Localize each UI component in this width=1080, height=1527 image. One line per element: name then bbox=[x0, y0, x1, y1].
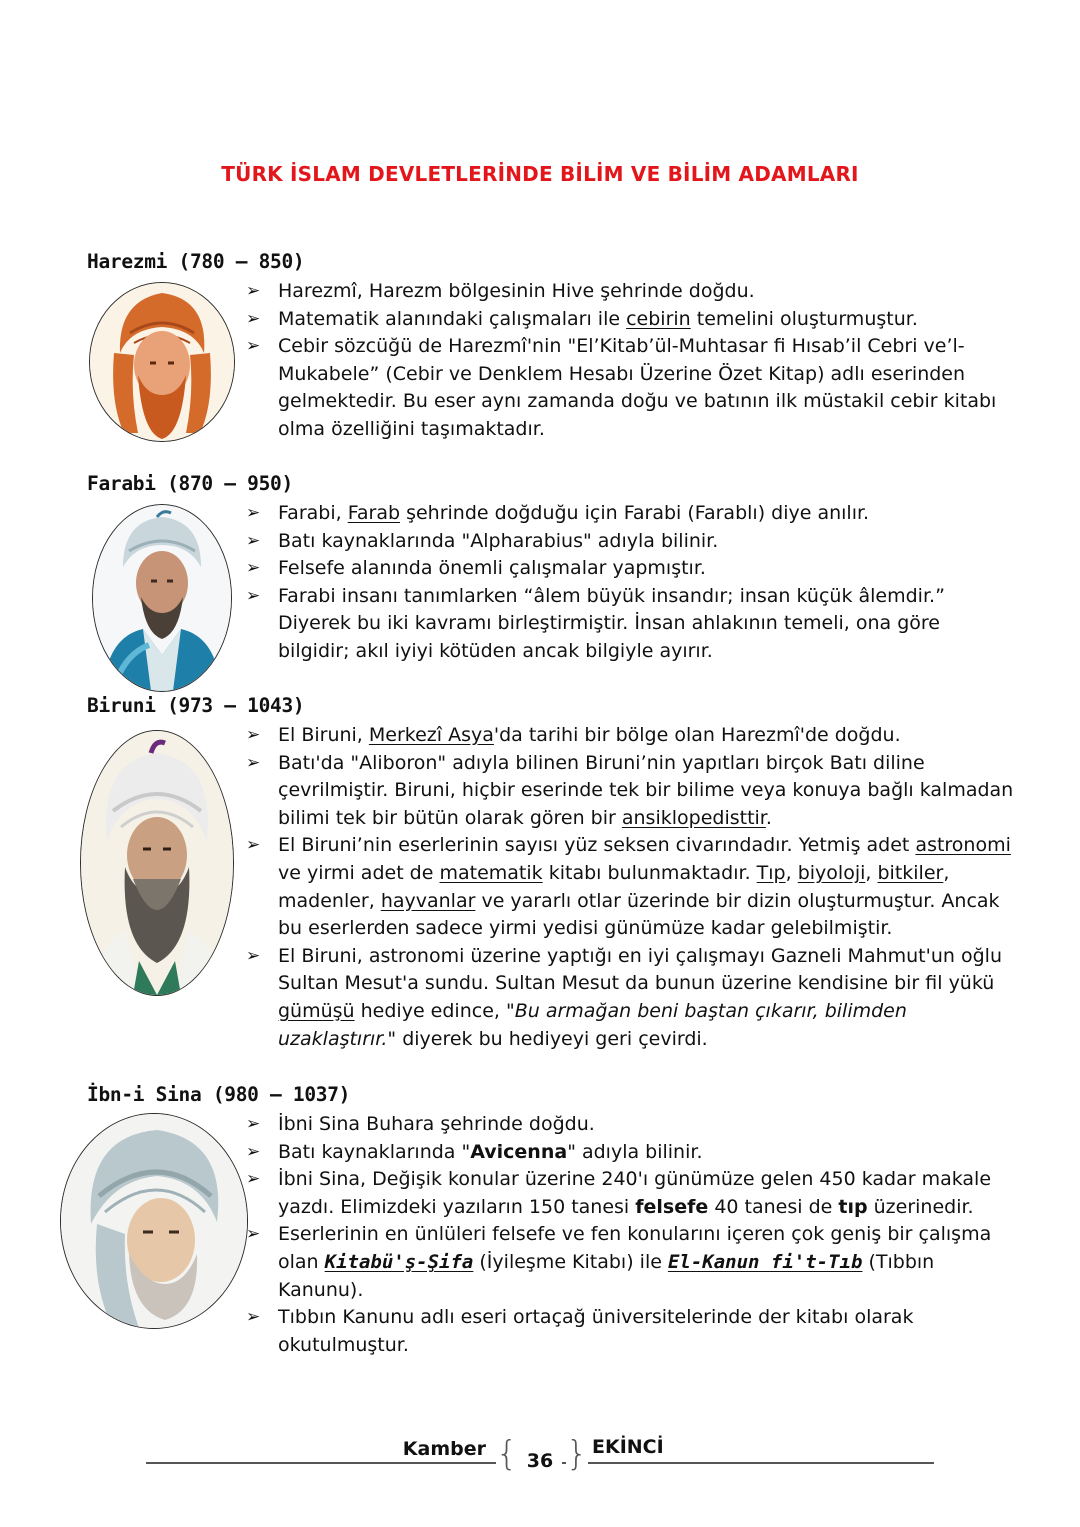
section-heading: İbn-i Sina (980 – 1037) bbox=[87, 1083, 351, 1106]
text-segment: " diyerek bu hediyeyi geri çevirdi. bbox=[387, 1027, 708, 1050]
arrow-bullet-icon: ➢ bbox=[246, 1307, 261, 1328]
text-segment: Merkezî Asya bbox=[368, 724, 494, 746]
text-segment: Bu armağan beni baştan çıkarır, bilimden uzaklaştırır. bbox=[278, 999, 907, 1050]
text-segment: 'da tarihi bir bölge olan Harezmî'de doğdu. bbox=[493, 724, 901, 746]
text-segment: (İyileşme Kitabı) ile bbox=[473, 1250, 668, 1273]
text-segment: . bbox=[765, 806, 772, 829]
text-segment: Harezmî, Harezm bölgesinin Hive şehrinde doğdu. bbox=[278, 280, 755, 302]
list-item bbox=[246, 555, 1016, 583]
section-heading: Biruni (973 – 1043) bbox=[87, 694, 305, 717]
text-segment: Kitabü'ş-Şifa bbox=[324, 1250, 474, 1273]
text-segment: ansiklopedisttir bbox=[621, 806, 766, 829]
text-segment: şehrinde doğduğu için Farabi (Farablı) diye anılır. bbox=[400, 502, 870, 524]
arrow-bullet-icon: ➢ bbox=[246, 336, 261, 357]
text-segment: Tıbbın Kanunu adlı eseri ortaçağ üniversitelerinde der kitabı olarak okutulmuştur. bbox=[278, 1306, 914, 1356]
text-segment: matematik bbox=[439, 861, 543, 884]
text-segment: Matematik alanındaki çalışmaları ile bbox=[278, 307, 627, 330]
text-segment: ve yararlı otlar üzerinde bir dizin oluşturmuştur. Ancak bu eserlerden sadece yirmi yedisi günümüze kadar gelebilmiştir. bbox=[278, 889, 1000, 940]
arrow-bullet-icon: ➢ bbox=[246, 503, 261, 523]
text-segment: , madenler, bbox=[278, 861, 950, 912]
farabi-bullet-list bbox=[246, 500, 1016, 666]
page-footer bbox=[0, 1430, 1080, 1490]
list-item bbox=[246, 333, 1016, 443]
arrow-bullet-icon: ➢ bbox=[246, 1169, 261, 1190]
arrow-bullet-icon: ➢ bbox=[246, 1224, 261, 1245]
farabi-portrait-icon bbox=[92, 504, 232, 692]
biruni-portrait-icon bbox=[80, 730, 234, 996]
text-segment: (Tıbbın Kanunu). bbox=[278, 1250, 935, 1301]
text-segment: tıp bbox=[838, 1195, 868, 1218]
list-item bbox=[246, 583, 1016, 666]
list-item bbox=[246, 1166, 1016, 1221]
left-brace-icon: { bbox=[496, 1430, 518, 1478]
footer-author-first: Kamber bbox=[399, 1438, 490, 1460]
text-segment: temelini oluşturmuştur. bbox=[690, 307, 918, 330]
text-segment: gümüşü bbox=[278, 999, 355, 1022]
text-segment: Batı'da "Aliboron" adıyla bilinen Biruni’nin yapıtları birçok Batı diline çevrilmiştir. Biruni, hiçbir eserinde tek bir bilime veya konuya bağlı kalmadan bilimi tek bir bütün olarak gören bir bbox=[278, 751, 1014, 829]
text-segment: cebirin bbox=[626, 307, 691, 330]
text-segment: Avicenna bbox=[470, 1140, 568, 1163]
text-segment: hediye edince, " bbox=[354, 999, 515, 1022]
right-brace-icon: } bbox=[566, 1430, 588, 1478]
text-segment: El Biruni, bbox=[278, 724, 369, 746]
arrow-bullet-icon: ➢ bbox=[246, 945, 261, 966]
text-segment: ve yirmi adet de bbox=[278, 861, 440, 884]
list-item bbox=[246, 832, 1016, 942]
page-number: 36 bbox=[518, 1450, 562, 1472]
text-segment: El-Kanun fi't-Tıb bbox=[667, 1250, 863, 1273]
text-segment: İbni Sina, Değişik konular üzerine 240'ı günümüze gelen 450 kadar makale yazdı. Elimizdeki yazıların 150 tanesi bbox=[278, 1168, 992, 1218]
text-segment: biyoloji bbox=[797, 861, 866, 884]
list-item bbox=[246, 943, 1016, 1053]
biruni-bullet-list bbox=[246, 722, 1016, 1053]
ibn-i-sina-portrait-icon bbox=[60, 1113, 248, 1329]
harezmi-portrait-icon bbox=[89, 282, 235, 442]
text-segment: astronomi bbox=[915, 834, 1011, 857]
text-segment: , bbox=[785, 861, 798, 884]
text-segment: İbni Sina Buhara şehrinde doğdu. bbox=[278, 1113, 595, 1135]
text-segment: üzerinedir. bbox=[867, 1195, 974, 1218]
ibn-i-sina-bullet-list bbox=[246, 1111, 1016, 1359]
text-segment: Farab bbox=[347, 502, 401, 524]
text-segment: 40 tanesi de bbox=[708, 1195, 839, 1218]
text-segment: Batı kaynaklarında "Alpharabius" adıyla bilinir. bbox=[278, 529, 719, 552]
text-segment: " adıyla bilinir. bbox=[567, 1140, 703, 1163]
text-segment: Batı kaynaklarında " bbox=[278, 1140, 471, 1163]
text-segment: Tıp bbox=[756, 861, 786, 884]
text-segment: Cebir sözcüğü de Harezmî'nin "El’Kitab’ül-Muhtasar fi Hısab’il Cebri ve’l-Mukabele” (Cebir ve Denklem Hesabı Üzerine Özet Kitap) adlı eserinden gelmektedir. Bu eser aynı zamanda doğu ve batının ilk müstakil cebir kitabı olma özelliğini taşımaktadır. bbox=[278, 335, 997, 440]
list-item bbox=[246, 306, 1016, 334]
text-segment: El Biruni, astronomi üzerine yaptığı en iyi çalışmayı Gazneli Mahmut'un oğlu Sultan Mesut'a sundu. Sultan Mesut da bunun üzerine kendisine bir fil yükü bbox=[278, 944, 1002, 995]
text-segment: kitabı bulunmaktadır. bbox=[542, 861, 757, 884]
page-title: TÜRK İSLAM DEVLETLERİNDE BİLİM VE BİLİM ADAMLARI bbox=[221, 162, 859, 186]
section-heading: Harezmi (780 – 850) bbox=[87, 250, 305, 273]
text-segment: El Biruni’nin eserlerinin sayısı yüz seksen civarındadır. Yetmiş adet bbox=[278, 834, 916, 857]
list-item bbox=[246, 528, 1016, 556]
text-segment: Felsefe alanında önemli çalışmalar yapmıştır. bbox=[278, 557, 706, 580]
footer-author-last: EKİNCİ bbox=[588, 1436, 668, 1458]
text-segment: hayvanlar bbox=[380, 889, 476, 912]
text-segment: bitkiler bbox=[877, 861, 944, 884]
arrow-bullet-icon: ➢ bbox=[246, 1114, 261, 1134]
list-item bbox=[246, 1304, 1016, 1359]
list-item bbox=[246, 1111, 1016, 1139]
text-segment: Farabi, bbox=[278, 502, 348, 524]
list-item bbox=[246, 1221, 1016, 1304]
list-item bbox=[246, 500, 1016, 528]
list-item bbox=[246, 1139, 1016, 1167]
arrow-bullet-icon: ➢ bbox=[246, 752, 261, 773]
arrow-bullet-icon: ➢ bbox=[246, 725, 261, 745]
text-segment: Eserlerinin en ünlüleri felsefe ve fen konularını içeren çok geniş bir çalışma olan bbox=[278, 1223, 992, 1273]
arrow-bullet-icon: ➢ bbox=[246, 281, 261, 301]
list-item bbox=[246, 278, 1016, 306]
arrow-bullet-icon: ➢ bbox=[246, 308, 261, 329]
harezmi-bullet-list bbox=[246, 278, 1016, 444]
text-segment: felsefe bbox=[635, 1195, 709, 1218]
arrow-bullet-icon: ➢ bbox=[246, 530, 261, 551]
list-item bbox=[246, 722, 1016, 750]
arrow-bullet-icon: ➢ bbox=[246, 558, 261, 579]
list-item bbox=[246, 750, 1016, 833]
arrow-bullet-icon: ➢ bbox=[246, 835, 261, 856]
arrow-bullet-icon: ➢ bbox=[246, 585, 261, 606]
arrow-bullet-icon: ➢ bbox=[246, 1141, 261, 1162]
text-segment: Farabi insanı tanımlarken “âlem büyük insandır; insan küçük âlemdir.” Diyerek bu iki kavramı birleştirmiştir. İnsan ahlakının temeli, ona göre bilgidir; akıl iyiyi kötüden ancak bilgiyle ayırır. bbox=[278, 584, 945, 662]
text-segment: , bbox=[865, 861, 878, 884]
section-heading: Farabi (870 – 950) bbox=[87, 472, 293, 495]
